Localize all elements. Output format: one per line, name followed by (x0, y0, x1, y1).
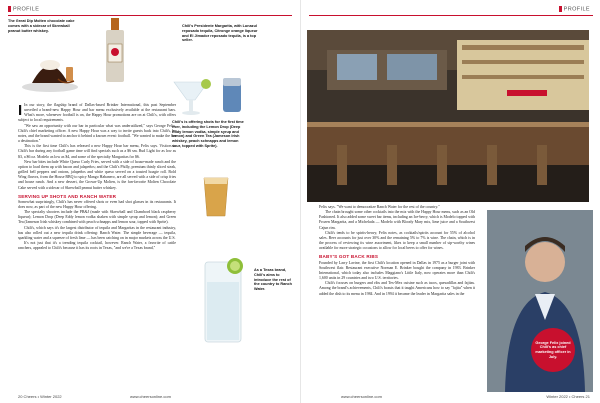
ranch-water-photo (195, 252, 253, 347)
section-label (559, 6, 590, 12)
shots-caption: Chili's is offering shots for the first time ever, including the Lemon Drop (Deep Eddy lemon vodka, simple syrup and lemon) and Green Tea (Jameson Irish whiskey, peach schnapps and lemon sour, topped with Sprite). (172, 120, 244, 148)
article-paragraph: The chain brought some other cocktails into the mix with the Happy Hour menu, such as an Old Fashioned. It also added some sweet bar items, including an Ice-berry, which is Modelo topped with Frozen Margarita, and a Michelada — Modelo with Bloody Mary mix, lime juice and a Southwest Cajun rim. (319, 210, 475, 230)
page-folio: Winter 2022 • Cheers 21 (546, 394, 590, 399)
article-paragraph: New bar bites include White Queso Curly Fries, served with a side of house-made ranch and the option to load them up with bacon and jalapeños; and the Chili's Philly, premium thinly sliced steak, grilled bell peppers and onions, jalapeños and white queso served on a toasted hoagie roll. Bold Wing flavors, from the House BBQ to spicy Mango Habanero, are all served with a side of crisp fries and house ranch. And a new dessert, the Grown-Up Molten, is the fan-favorite Molten Chocolate Cake served with a sidecar of Skrewball peanut butter whiskey. (18, 159, 176, 190)
subhead-ribs: BABY'S GOT BACK RIBS (319, 254, 379, 260)
article-paragraph-lead (18, 103, 176, 124)
section-marker (559, 6, 562, 12)
ranch-water-caption: As a Texas brand, Chili's aims to introduce the rest of the country to Ranch Water. (254, 268, 292, 292)
paragraph-text: In our story, the flagship brand of Dallas-based Brinker International, this past September unveiled a brand-new Happy Hour and bar menu exclusively available at the restaurant bars. What's more, whenever football is on, the Happy Hour promotions are on at Chili's, with offers subject to local requirements. (18, 103, 176, 123)
article-paragraph: Somewhat surprisingly, Chili's has never offered shots or even had shot glasses in its restaurants. It does now, as part of the new Happy Hour offering. (18, 199, 176, 209)
portrait-callout: George Felix joined Chili's as chief marketing officer in July. (531, 328, 575, 372)
article-column-right (319, 205, 475, 297)
right-page (300, 0, 600, 403)
drop-cap: I (18, 102, 23, 119)
article-paragraph: Chili's focuses on burgers and ribs and Tex-Mex cuisine such as tacos, quesadillas and fajitas. Among the brand's achievements, Chili's boasts that it taught Americans how to say "fajita" when it added the dish to its menu in 1984. And in 1994 it became the leader in Margarita sales in the (319, 281, 475, 296)
article-paragraph: "We saw an opportunity with our bar in particular what was underutilized," says George Felix, Chili's chief marketing officer. A new Happy Hour was a way to invite guests back into Chili's, he notes, and the brand wanted to anchor it behind a known event: football. "We wanted to make the bar a destination." (18, 123, 176, 144)
article-column-left (18, 103, 176, 251)
shot-glass-photo (196, 170, 236, 220)
article-paragraph: This is the first time Chili's has released a new Happy Hour bar menu, Felix says. Visitors to Chili's bar during any football game time will find specials such as a $6 sm. Bud Light for as low as $3, a $6 oz. Modelo as low as $4, and some of the specialty Margaritas for $6. (18, 144, 176, 159)
page-url: www.cheersonline.com (341, 394, 382, 399)
section-label-text: PROFILE (13, 6, 40, 13)
section-label (8, 6, 39, 12)
article-paragraph: Felix says. "We want to democratize Ranch Water for the rest of the country." (319, 205, 440, 209)
article-paragraph: It's not just that it's a trending tequila cocktail, however. Ranch Water, a favorite of cattle ranchers, appealed to Chili's because it has its roots in Texas, "and we're a Texas brand," (18, 241, 176, 251)
article-paragraph: Founded by Larry Lavine, the first Chili's location opened in Dallas in 1975 as a burger joint with Southwest flair. Restaurant executive Norman E. Brinker bought the company in 1983. Brinker International, which today also includes Maggiano's Little Italy, now operates more than Chili's 1,600 units in 29 countries and two U.S. territories. (319, 260, 475, 281)
margarita-caption: Chili's Presidente Margarita, with Lunazul reposado tequila, Citronge orange liqueur and El Jimador reposado tequila, is a top seller. (182, 24, 258, 43)
article-paragraph: Chili's tends to be spirits-heavy, Felix notes, as cocktails/spirits account for 55% of alcohol sales. Beer accounts for just over 30% and the remaining 5% to 7% is wine. The chain, which is in the process of reviewing its wine assortment, likes to keep a small number of sip-worthy wines available for more strategic occasions to allow for local beers to offer for wines. (319, 230, 475, 251)
article-paragraph: The specialty shooters include the PB&J (made with Skrewball and Chambord black raspberry liqueur); Lemon Drop (Deep Eddy lemon vodka shaken with simple syrup and lemon); and Green Tea (Jameson Irish whiskey combined with peach schnapps and lemon sour, topped with Sprite). (18, 210, 176, 225)
tequila-bottle-photo (100, 18, 130, 84)
article-paragraph: Chili's, which says it's the largest distributor of tequila and Margaritas in the restaurant industry, has also rolled out a new tequila drink offering: Ranch Water. The simple beverage — tequila, sparkling water and a squeeze of fresh lime — has been catching on in major markets across the U.S. (18, 225, 176, 240)
dessert-photo (18, 35, 83, 95)
section-marker (8, 6, 11, 12)
page-folio: 20 Cheers • Winter 2022 (18, 394, 62, 399)
subhead-shots: SERVING UP SHOTS AND RANCH WATER (18, 193, 117, 199)
bar-interior-photo (307, 30, 589, 202)
dessert-caption: The Great Dip Molten chocolate cake comes with a sidecar of Skrewball peanut butter whiskey. (8, 19, 75, 33)
margarita-photo (168, 78, 258, 116)
page-url: www.cheersonline.com (130, 394, 171, 399)
section-label-text: PROFILE (563, 6, 590, 13)
section-rule (8, 15, 292, 16)
section-rule (309, 15, 593, 16)
